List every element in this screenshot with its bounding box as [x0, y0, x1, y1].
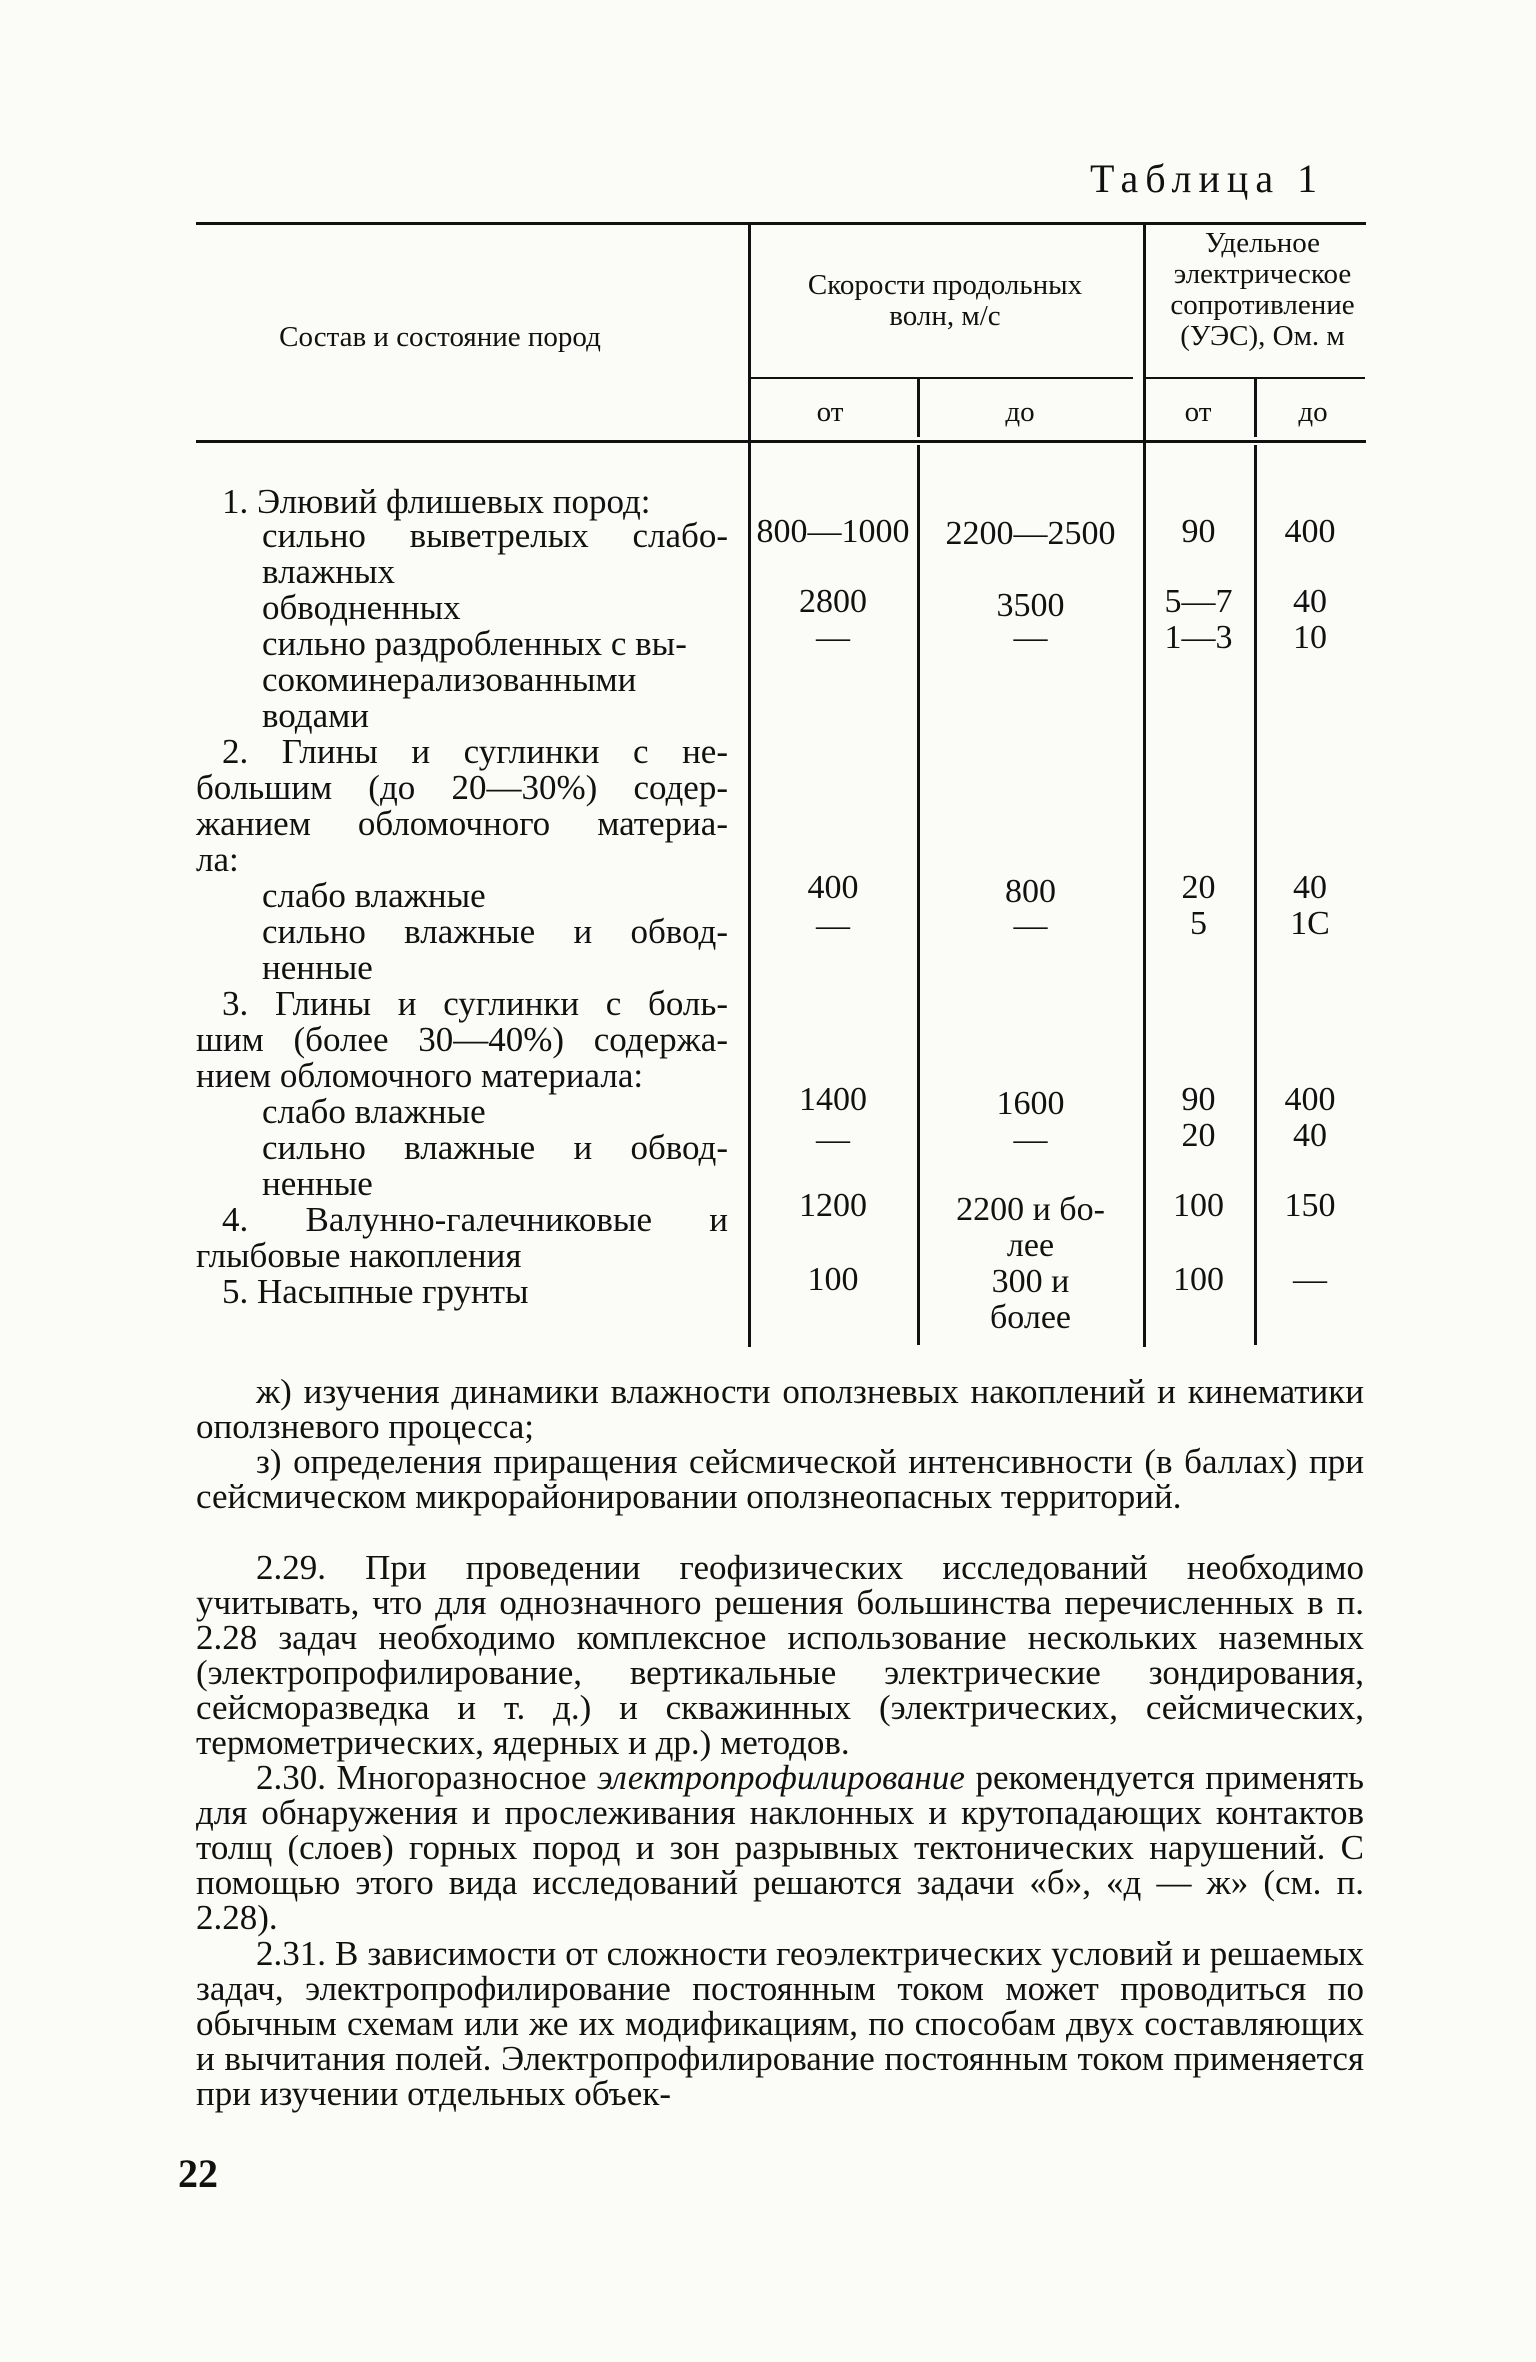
- cell-2b-rfrom: 5: [1190, 905, 1207, 942]
- table-header-rule: [196, 440, 1366, 443]
- row-2b-line1: сильно влажные и обвод-: [262, 912, 728, 951]
- cell-2a-rto: 40: [1293, 869, 1327, 906]
- header-resistivity-from: от: [1184, 396, 1212, 428]
- col-divider-1: [748, 222, 751, 1347]
- cell-3a-vfrom: 1400: [799, 1081, 867, 1118]
- header-velocity: Скорости продольных волн, м/с: [807, 269, 1083, 332]
- row-4-line1: 4. Валунно-галечниковые и: [222, 1200, 728, 1239]
- header-velocity-from: от: [816, 396, 844, 428]
- row-3a: слабо влажные: [262, 1092, 486, 1131]
- paragraph-2-31: [196, 1936, 1364, 2111]
- header-resistivity: Удельное электрическое сопротивление (УЭС), Ом. м: [1170, 227, 1355, 352]
- cell-5-vfrom: 100: [807, 1261, 859, 1298]
- cell-3b-vfrom: —: [816, 1121, 850, 1158]
- row-5: 5. Насыпные грунты: [222, 1272, 529, 1311]
- row-1c-line3: водами: [262, 696, 369, 735]
- cell-2b-vfrom: —: [816, 907, 850, 944]
- cell-1a-rfrom: 90: [1181, 513, 1216, 550]
- page-number: 22: [178, 2151, 218, 2196]
- cell-1c-rto: 10: [1293, 619, 1327, 656]
- row-2-line3: жанием обломочного материа-: [196, 804, 728, 843]
- paragraph-zh: [196, 1374, 1364, 1444]
- cell-5-rfrom: 100: [1173, 1261, 1224, 1298]
- row-1-title: 1. Элювий флишевых пород:: [222, 482, 651, 521]
- header-composition: Состав и состояние пород: [279, 321, 601, 353]
- cell-1c-vto: —: [1013, 619, 1048, 656]
- header-velocity-to: до: [1005, 396, 1035, 428]
- cell-1b-vfrom: 2800: [799, 583, 867, 620]
- row-4-line2: глыбовые накопления: [196, 1236, 522, 1275]
- cell-4-rto: 150: [1284, 1187, 1336, 1224]
- row-3-line2: шим (более 30—40%) содержа-: [196, 1020, 728, 1059]
- paragraph-2-29-text: 2.29. При проведении геофизических исследований необходимо учитывать, что для однозначного решения большинства перечисленных в п. 2.28 задач необходимо комплексное использование нескольких наземных (электропрофилирование, вертикальные электрические зондирования, сейсморазведка и т. д.) и скважинных (электрических, сейсмических, термометрических, ядерных и др.) методов.: [196, 1548, 1364, 1762]
- row-2a: слабо влажные: [262, 876, 486, 915]
- cell-3b-rfrom: 20: [1181, 1117, 1216, 1154]
- col-divider-3: [1143, 222, 1146, 1347]
- row-1a-line1: сильно выветрелых слабо-: [262, 516, 728, 555]
- cell-5-rto: —: [1293, 1261, 1327, 1298]
- cell-4-vto-line1: 2200 и бо-: [956, 1191, 1105, 1228]
- cell-4-rfrom: 100: [1173, 1187, 1224, 1224]
- cell-3b-vto: —: [1013, 1121, 1048, 1158]
- row-1c-line2: сокоминерализованными: [262, 660, 637, 699]
- cell-2a-vto: 800: [1005, 873, 1056, 910]
- cell-2a-vfrom: 400: [807, 869, 859, 906]
- paragraph-z: [196, 1444, 1364, 1514]
- table-top-rule: [196, 222, 1366, 225]
- row-2-line2: большим (до 20—30%) содер-: [196, 768, 728, 807]
- cell-3a-vto: 1600: [996, 1085, 1065, 1122]
- col-divider-2: [917, 377, 920, 437]
- row-2b-line2: ненные: [262, 948, 373, 987]
- paragraph-2-30-lead: 2.30. Многоразносное: [256, 1758, 598, 1797]
- paragraph-2-30: [196, 1760, 1364, 1935]
- cell-2b-vto: —: [1013, 907, 1048, 944]
- cell-4-vto-line2: лее: [1006, 1227, 1055, 1264]
- subheader-rule-velocity: [748, 377, 1133, 379]
- cell-3b-rto: 40: [1293, 1117, 1327, 1154]
- cell-1c-vfrom: —: [816, 619, 850, 656]
- paragraph-2-29: [196, 1550, 1364, 1760]
- cell-5-vto-line2: более: [990, 1299, 1071, 1336]
- row-3b-line1: сильно влажные и обвод-: [262, 1128, 728, 1167]
- cell-1a-vfrom: 800—1000: [756, 513, 910, 550]
- cell-1c-rfrom: 1—3: [1164, 619, 1233, 656]
- row-2-line1: 2. Глины и суглинки с не-: [222, 732, 728, 771]
- header-resistivity-to: до: [1298, 396, 1328, 428]
- row-3-line1: 3. Глины и суглинки с боль-: [222, 984, 728, 1023]
- row-3-line3: нием обломочного материала:: [196, 1056, 644, 1095]
- cell-2b-rto: 1С: [1290, 905, 1330, 942]
- cell-1b-rfrom: 5—7: [1164, 583, 1233, 620]
- cell-1b-rto: 40: [1293, 583, 1327, 620]
- cell-3a-rto: 400: [1284, 1081, 1336, 1118]
- paragraph-2-30-emphasis: электропрофилирование: [597, 1758, 965, 1797]
- row-2-line4: ла:: [196, 840, 239, 879]
- cell-2a-rfrom: 20: [1181, 869, 1216, 906]
- row-1b: обводненных: [262, 588, 461, 627]
- table-caption: Таблица 1: [1090, 156, 1325, 201]
- cell-1a-rto: 400: [1284, 513, 1336, 550]
- cell-1b-vto: 3500: [996, 587, 1065, 624]
- row-3b-line2: ненные: [262, 1164, 373, 1203]
- row-1c-line1: сильно раздробленных с вы-: [262, 624, 687, 663]
- paragraph-2-31-text: 2.31. В зависимости от сложности геоэлектрических условий и решаемых задач, электропрофилирование постоянным током может проводиться по обычным схемам или же их модификациям, по способам двух составляющих и вычитания полей. Электропрофилирование постоянным током применяется при изучении отдельных объек-: [196, 1934, 1364, 2113]
- paragraph-z-text: з) определения приращения сейсмической интенсивности (в баллах) при сейсмическом микрорайонировании оползнеопасных территорий.: [196, 1442, 1364, 1516]
- cell-1a-vto: 2200—2500: [945, 515, 1116, 552]
- paragraph-2-30-text: рекомендуется применять для обнаружения и прослеживания наклонных и крутопадающих контактов толщ (слоев) горных пород и зон разрывных тектонических нарушений. С помощью этого вида исследований решаются задачи «б», «д — ж» (см. п. 2.28).: [196, 1758, 1364, 1937]
- cell-4-vfrom: 1200: [799, 1187, 867, 1224]
- paragraph-zh-text: ж) изучения динамики влажности оползневых накоплений и кинематики оползневого процесса;: [196, 1372, 1364, 1446]
- cell-5-vto-line1: 300 и: [991, 1263, 1070, 1300]
- row-1a-line2: влажных: [262, 552, 395, 591]
- cell-3a-rfrom: 90: [1181, 1081, 1216, 1118]
- col-divider-4: [1254, 377, 1257, 437]
